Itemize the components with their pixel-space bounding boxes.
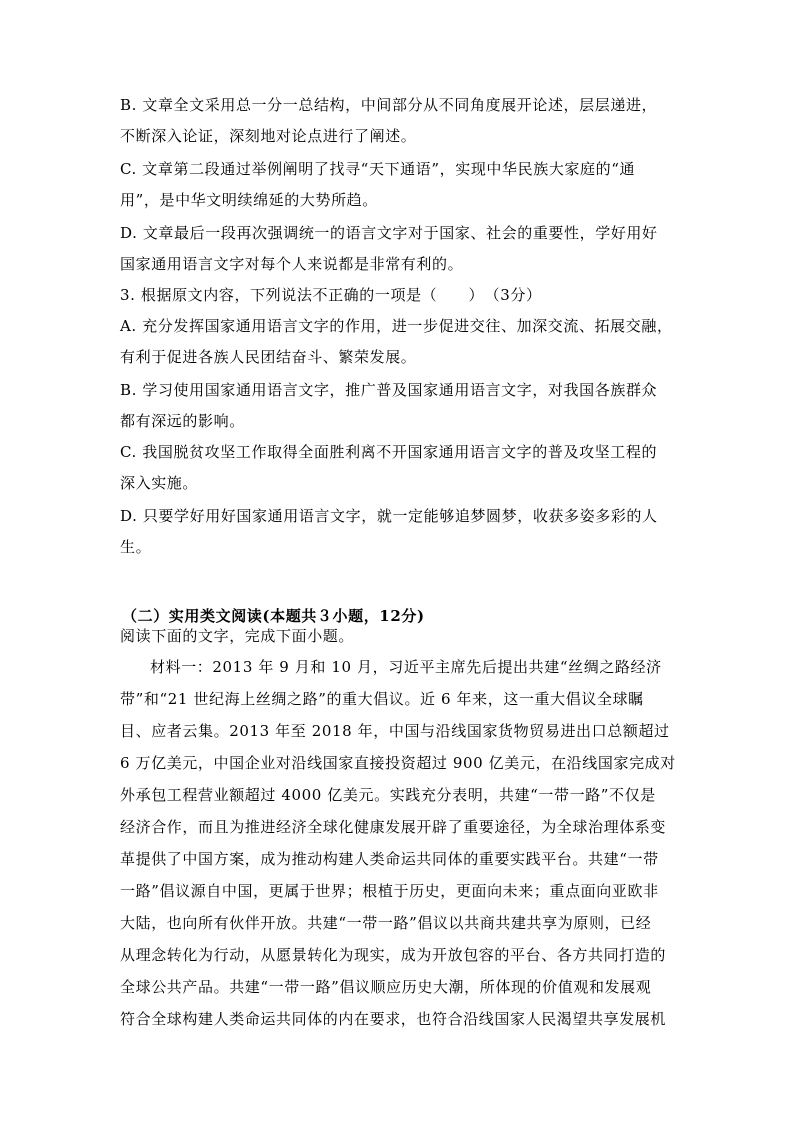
q2-option-c-line2: 用”，是中华文明续绵延的大势所趋。 [120, 191, 378, 209]
material1-line: 经济合作，而且为推进经济全球化健康发展开辟了重要途径，为全球治理体系变 [120, 818, 667, 836]
material1-line: 带”和“21 世纪海上丝绸之路”的重大倡议。近 6 年来，这一重大倡议全球瞩 [120, 690, 644, 708]
q2-option-d-line2: 国家通用语言文字对每个人来说都是非常有利的。 [120, 255, 464, 273]
q3-stem: 3. 根据原文内容，下列说法不正确的一项是（ ） （3分） [120, 286, 542, 304]
q3-option-d-line1: D. 只要学好用好国家通用语言文字，就一定能够追梦圆梦，收获多姿多彩的人 [120, 507, 658, 525]
q3-option-c-line1: C. 我国脱贫攻坚工作取得全面胜利离不开国家通用语言文字的普及攻坚工程的 [120, 443, 658, 461]
q2-option-c-line1: C. 文章第二段通过举例阐明了找寻“天下通语”，实现中华民族大家庭的“通 [120, 160, 636, 178]
material1-line: 6 万亿美元，中国企业对沿线国家直接投资超过 900 亿美元，在沿线国家完成对 [120, 754, 676, 772]
q3-option-c-line2: 深入实施。 [120, 474, 199, 492]
q2-option-d-line1: D. 文章最后一段再次强调统一的语言文字对于国家、社会的重要性，学好用好 [120, 224, 658, 242]
q3-option-a-line2: 有利于促进各族人民团结奋斗、繁荣发展。 [120, 348, 417, 366]
material1-line: 革提供了中国方案，成为推动构建人类命运共同体的重要实践平台。共建“一带 [120, 850, 659, 868]
material1-line: 外承包工程营业额超过 4000 亿美元。实践充分表明，共建“一带一路”不仅是 [120, 786, 656, 804]
q3-option-b-line1: B. 学习使用国家通用语言文字，推广普及国家通用语言文字，对我国各族群众 [120, 381, 658, 399]
material1-line: 符合全球构建人类命运共同体的内在要求，也符合沿线国家人民渴望共享发展机 [120, 1010, 667, 1028]
q3-option-b-line2: 都有深远的影响。 [120, 412, 245, 430]
section-instruction: 阅读下面的文字，完成下面小题。 [120, 627, 355, 645]
material1-line: 大陆，也向所有伙伴开放。共建“一带一路”倡议以共商共建共享为原则，已经 [120, 914, 652, 932]
material1-line: 材料一：2013 年 9 月和 10 月，习近平主席先后提出共建“丝绸之路经济 [150, 658, 662, 676]
q3-option-a-line1: A. 充分发挥国家通用语言文字的作用，进一步促进交往、加深交流、拓展交融， [120, 317, 673, 335]
section-heading: （二）实用类文阅读(本题共３小题，12分) [122, 607, 425, 625]
q2-option-b-line1: B. 文章全文采用总一分一总结构，中间部分从不同角度展开论述，层层递进， [120, 96, 658, 114]
q3-option-d-line2: 生。 [120, 538, 152, 556]
material1-line: 目、应者云集。2013 年至 2018 年，中国与沿线国家货物贸易进出口总额超过 [120, 722, 670, 740]
material1-line: 从理念转化为行动，从愿景转化为现实，成为开放包容的平台、各方共同打造的 [120, 946, 667, 964]
material1-line: 全球公共产品。共建“一带一路”倡议顺应历史大潮，所体现的价值观和发展观 [120, 978, 652, 996]
material1-line: 一路”倡议源自中国，更属于世界；根植于历史，更面向未来；重点面向亚欧非 [120, 882, 659, 900]
q2-option-b-line2: 不断深入论证，深刻地对论点进行了阐述。 [120, 127, 417, 145]
